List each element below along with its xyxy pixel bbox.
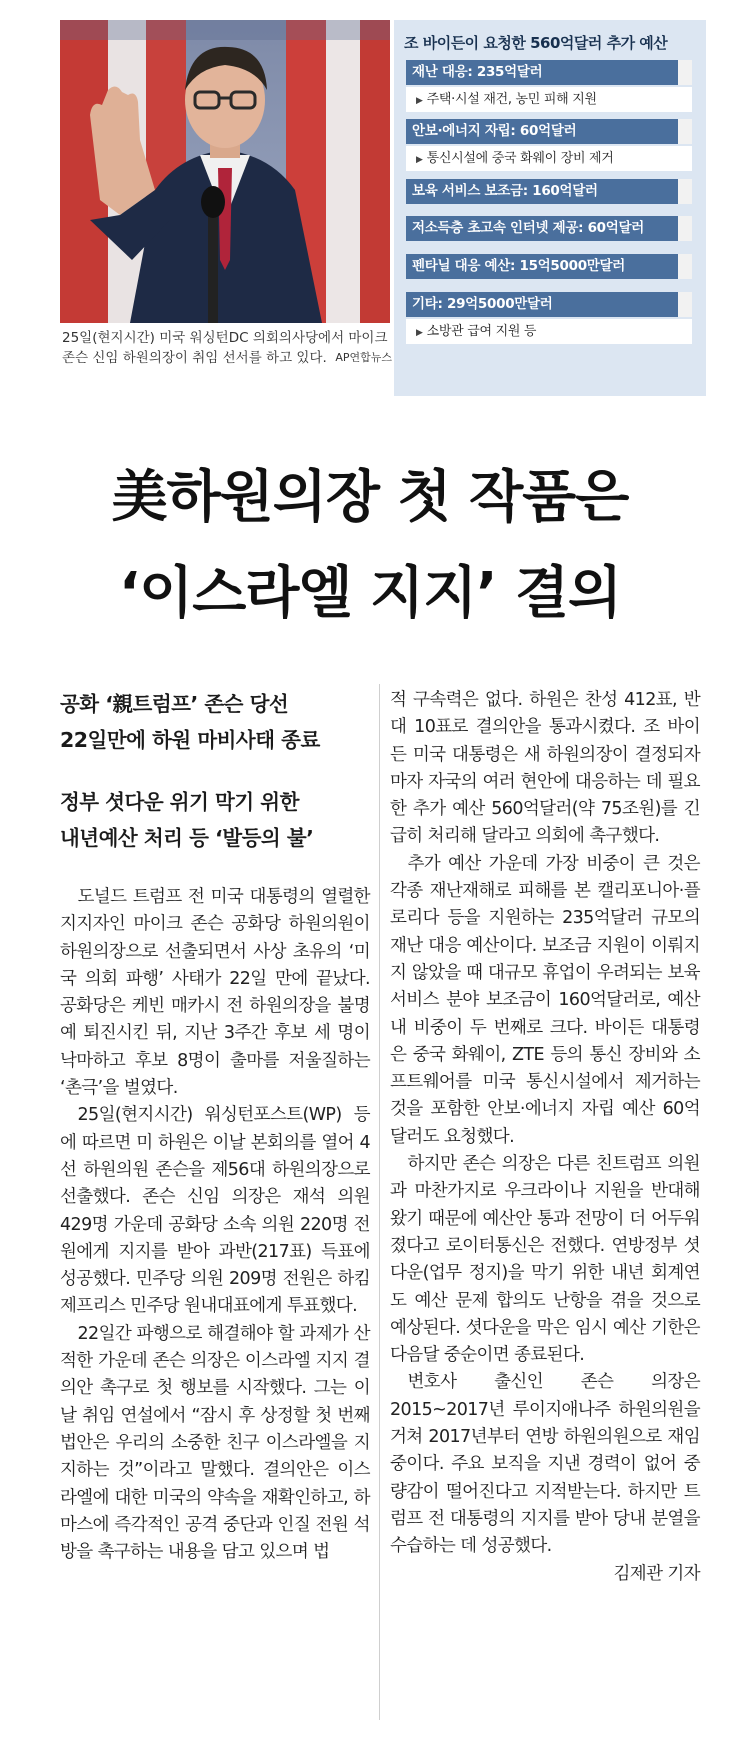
- column-divider: [379, 684, 380, 1720]
- budget-item-other-detail: ▶ 소방관 급여 지원 등: [406, 319, 692, 344]
- article-paragraph: 25일(현지시간) 워싱턴포스트(WP) 등에 따르면 미 하원은 이날 본회의를 열어 4선 하원의원 존슨을 제56대 하원의장으로 선출했다. 존슨 신임 의장은 재석 의원 429명 가운데 공화당 소속 의원 220명 전원에게 지지를 받아 과반(217표) 득표에 성공했다. 민주당 의원 209명 전원은 하킴 제프리스 민주당 원내대표에게 투표했다.: [60, 1105, 370, 1317]
- budget-item-broadband: 저소득층 초고속 인터넷 제공: 60억달러: [406, 216, 692, 241]
- article-paragraph: 적 구속력은 없다. 하원은 찬성 412표, 반대 10표로 결의안을 통과시켰다. 조 바이든 미국 대통령은 새 하원의장이 결정되자마자 자국의 여러 현안에 대응하는 데 필요한 추가 예산 560억달러(약 75조원)를 긴급히 처리해 달라고 의회에 촉구했다.: [390, 690, 700, 847]
- headline-line-1: 美하원의장 첫 작품은: [111, 465, 629, 530]
- photo-caption: [62, 328, 392, 368]
- subhead-2: [60, 784, 360, 856]
- budget-item-disaster: 재난 대응: 235억달러: [406, 60, 692, 85]
- news-photo: [60, 20, 390, 323]
- article-column-left: [60, 884, 370, 1566]
- article-paragraph: 도널드 트럼프 전 미국 대통령의 열렬한 지지자인 마이크 존슨 공화당 하원의원이 하원의장으로 선출되면서 사상 초유의 ‘미국 의회 파행’ 사태가 22일 만에 끝났다. 공화당은 케빈 매카시 전 하원의장을 불명예 퇴진시킨 뒤, 지난 3주간 후보 세 명이 낙마하고 후보 8명이 출마를 저울질하는 ‘촌극’을 벌였다.: [60, 887, 370, 1099]
- article-column-right: [390, 687, 700, 1588]
- subhead-2-line-1: 정부 셧다운 위기 막기 위한: [60, 790, 299, 814]
- budget-item-other: 기타: 29억5000만달러: [406, 292, 692, 317]
- photo-credit: AP연합뉴스: [335, 351, 392, 364]
- triangle-bullet-icon: ▶: [416, 96, 423, 106]
- speaker-photo-illustration: [60, 20, 390, 323]
- budget-item-security-energy: 안보·에너지 자립: 60억달러: [406, 119, 692, 144]
- triangle-bullet-icon: ▶: [416, 155, 423, 165]
- subhead-1-line-1: 공화 ‘親트럼프’ 존슨 당선: [60, 692, 289, 716]
- headline: [0, 450, 740, 642]
- photo-caption-text: 25일(현지시간) 미국 워싱턴DC 의회의사당에서 마이크 존슨 신임 하원의장이 취임 선서를 하고 있다.: [62, 330, 388, 366]
- article-paragraph: 변호사 출신인 존슨 의장은 2015~2017년 루이지애나주 하원의원을 거쳐 2017년부터 연방 하원의원으로 재임 중이다. 주요 보직을 지낸 경력이 없어 중량감이 떨어진다고 지적받는다. 하지만 트럼프 전 대통령의 지지를 받아 당내 분열을 수습하는 데 성공했다.: [390, 1372, 700, 1557]
- subhead-1-line-2: 22일만에 하원 마비사태 종료: [60, 728, 320, 752]
- triangle-bullet-icon: ▶: [416, 328, 423, 338]
- budget-item-childcare: 보육 서비스 보조금: 160억달러: [406, 179, 692, 204]
- subhead-1: [60, 686, 360, 758]
- budget-item-disaster-detail: ▶ 주택·시설 재건, 농민 피해 지원: [406, 87, 692, 112]
- byline: 김제관 기자: [613, 1563, 700, 1584]
- budget-item-fentanyl: 펜타닐 대응 예산: 15억5000만달러: [406, 254, 692, 279]
- budget-box-title: 조 바이든이 요청한 560억달러 추가 예산: [404, 34, 668, 52]
- article-paragraph: 22일간 파행으로 해결해야 할 과제가 산적한 가운데 존슨 의장은 이스라엘 지지 결의안 촉구로 첫 행보를 시작했다. 그는 이날 취임 연설에서 “잠시 후 상정할 첫 번째 법안은 우리의 소중한 친구 이스라엘을 지지하는 것”이라고 말했다. 결의안은 이스라엘에 대한 미국의 약속을 재확인하고, 하마스에 즉각적인 공격 중단과 인질 전원 석방을 촉구하는 내용을 담고 있으며 법: [60, 1323, 370, 1563]
- subhead-2-line-2: 내년예산 처리 등 ‘발등의 불’: [60, 826, 314, 850]
- headline-line-2: ‘이스라엘 지지’ 결의: [118, 561, 622, 626]
- article-paragraph: 하지만 존슨 의장은 다른 친트럼프 의원과 마찬가지로 우크라이나 지원을 반대해왔기 때문에 예산안 통과 전망이 더 어두워졌다고 로이터통신은 전했다. 연방정부 셧다운(업무 정지)을 막기 위한 내년 회계연도 예산 문제 합의도 난항을 겪을 것으로 예상된다. 셧다운을 막은 임시 예산 기한은 다음달 중순이면 종료된다.: [390, 1154, 700, 1366]
- article-paragraph: 추가 예산 가운데 가장 비중이 큰 것은 각종 재난재해로 피해를 본 캘리포니아·플로리다 등을 지원하는 235억달러 규모의 재난 대응 예산이다. 보조금 지원이 이뤄지지 않았을 때 대규모 휴업이 우려되는 보육 서비스 분야 보조금이 160억달러로, 예산 내 비중이 두 번째로 크다. 바이든 대통령은 중국 화웨이, ZTE 등의 통신 장비와 소프트웨어를 미국 통신시설에서 제거하는 것을 포함한 안보·에너지 자립 예산 60억달러도 요청했다.: [390, 853, 700, 1147]
- budget-request-box: [394, 20, 706, 396]
- budget-item-security-energy-detail: ▶ 통신시설에 중국 화웨이 장비 제거: [406, 146, 692, 171]
